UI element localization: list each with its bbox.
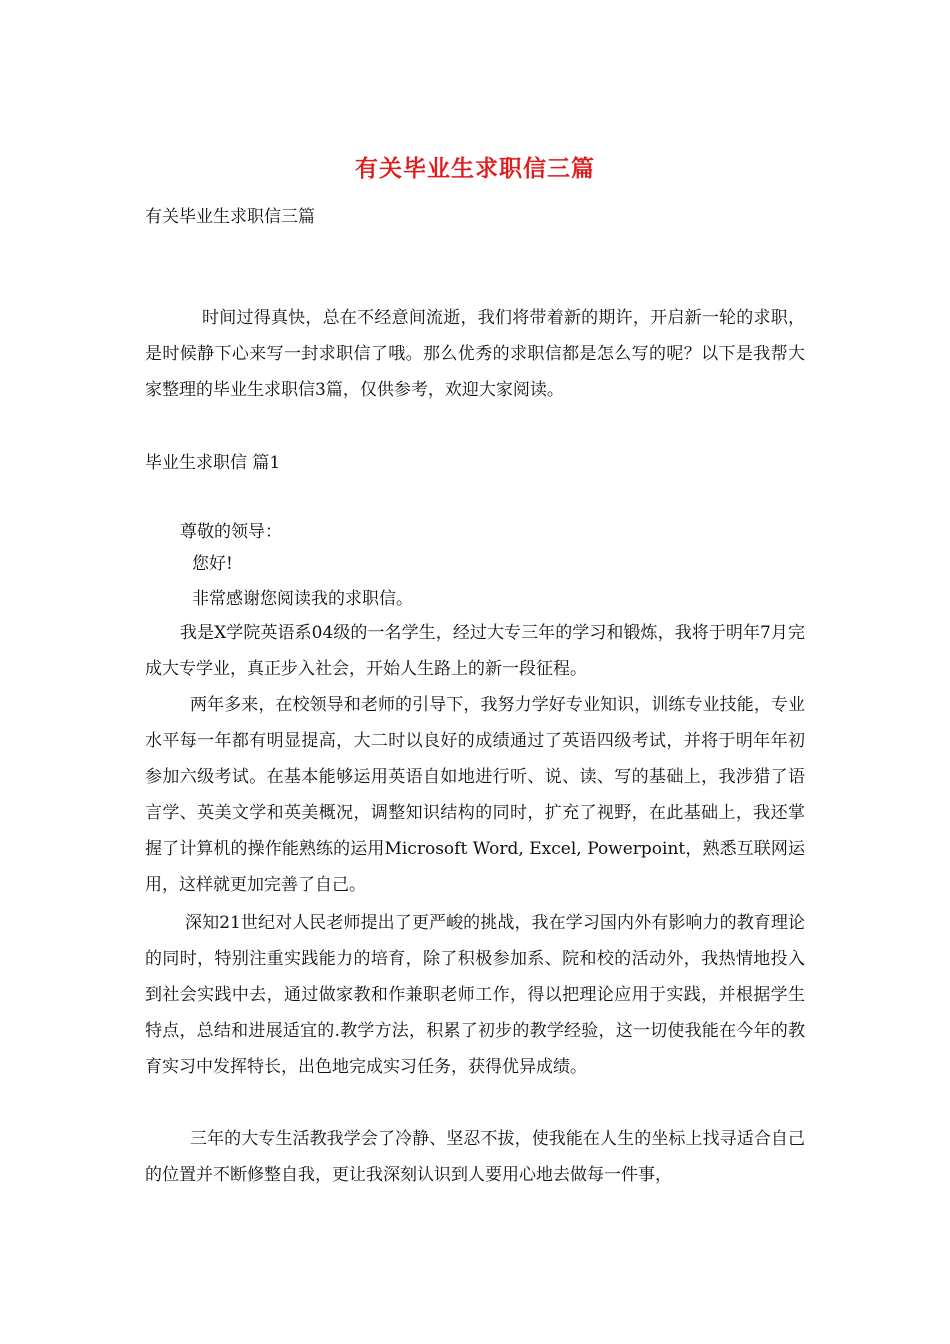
intro-paragraph: 时间过得真快，总在不经意间流逝，我们将带着新的期许，开启新一轮的求职，是时候静下心来写一封求职信了哦。那么优秀的求职信都是怎么写的呢？以下是我帮大家整理的毕业生求职信3篇，仅供参考，欢迎大家阅读。 xyxy=(145,308,805,400)
letter-greeting: 您好! xyxy=(192,554,233,574)
section-heading: 毕业生求职信 篇1 xyxy=(145,453,281,473)
document-title: 有关毕业生求职信三篇 xyxy=(355,155,595,182)
letter-paragraph: 深知21世纪对人民老师提出了更严峻的挑战，我在学习国内外有影响力的教育理论的同时，特别注重实践能力的培育，除了积极参加系、院和校的活动外，我热情地投入到社会实践中去，通过做家教和作兼职老师工作，得以把理论应用于实践，并根据学生特点，总结和进展适宜的.教学方法，积累了初步的教学经验，这一切使我能在今年的教育实习中发挥特长，出色地完成实习任务，获得优异成绩。 xyxy=(145,913,805,1077)
letter-paragraph: 三年的大专生活教我学会了冷静、坚忍不拔，使我能在人生的坐标上找寻适合自己的位置并不断修整自我，更让我深刻认识到人要用心地去做每一件事， xyxy=(145,1129,805,1185)
letter-paragraph: 我是X学院英语系04级的一名学生，经过大专三年的学习和锻炼，我将于明年7月完成大专学业，真正步入社会，开始人生路上的新一段征程。 xyxy=(145,623,805,679)
letter-salutation: 尊敬的领导： xyxy=(180,522,282,542)
document-subtitle: 有关毕业生求职信三篇 xyxy=(145,207,315,227)
letter-paragraph: 两年多来，在校领导和老师的引导下，我努力学好专业知识，训练专业技能，专业水平每一年都有明显提高，大二时以良好的成绩通过了英语四级考试，并将于明年年初参加六级考试。在基本能够运用英语自如地进行听、说、读、写的基础上，我涉猎了语言学、英美文学和英美概况，调整知识结构的同时，扩充了视野，在此基础上，我还掌握了计算机的操作能熟练的运用Microsoft Word, Excel, Powerpoint，熟悉互联网运用，这样就更加完善了自己。 xyxy=(145,695,805,895)
letter-thanks: 非常感谢您阅读我的求职信。 xyxy=(192,589,413,609)
